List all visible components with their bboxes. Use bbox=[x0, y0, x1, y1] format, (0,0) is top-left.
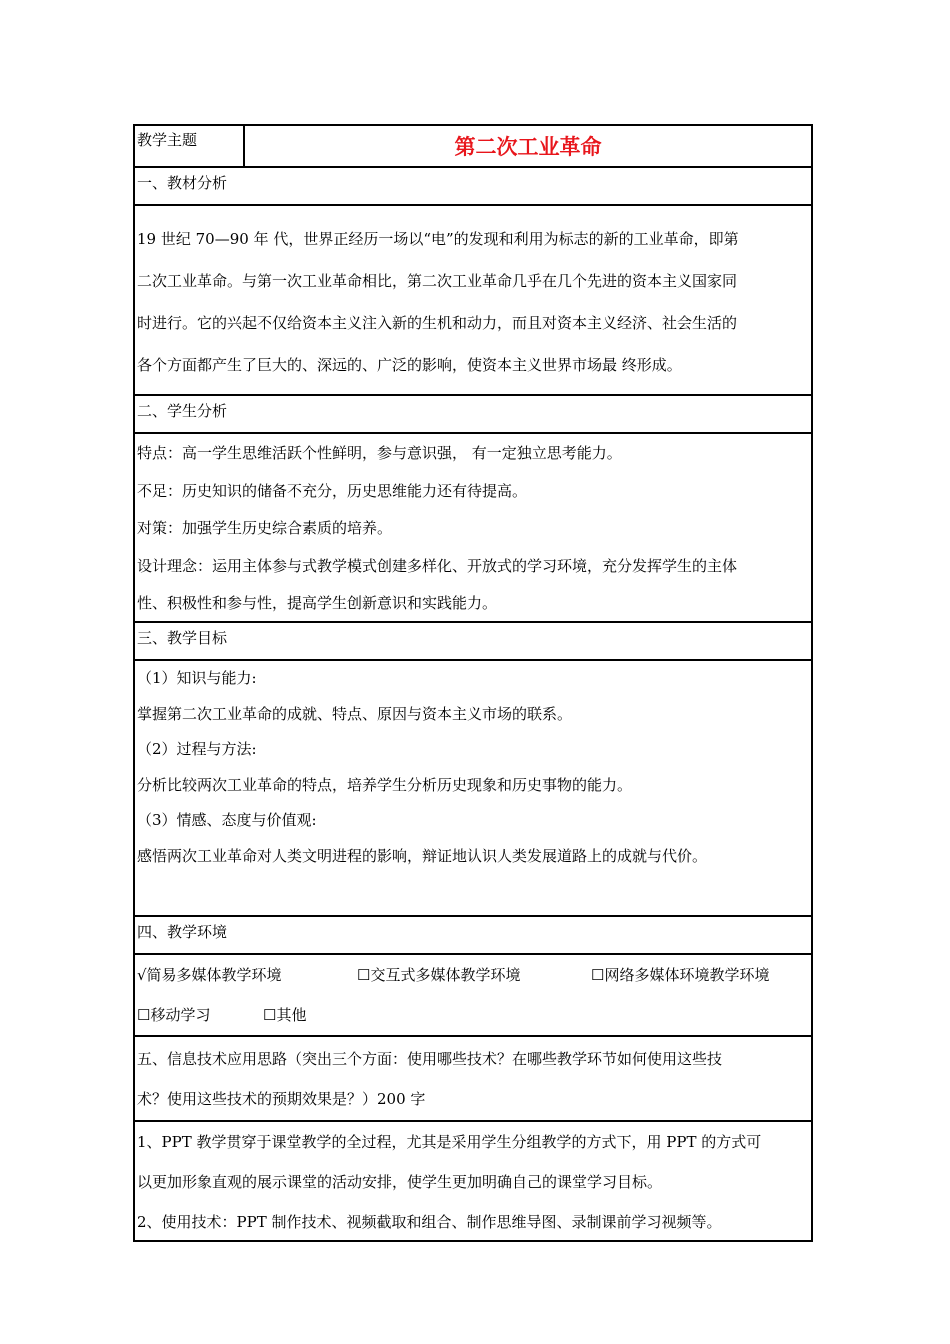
text-line: 对策：加强学生历史综合素质的培养。 bbox=[137, 519, 393, 537]
text-line: 特点：高一学生思维活跃个性鲜明，参与意识强， 有一定独立思考能力。 bbox=[137, 444, 622, 462]
topic-label: 教学主题 bbox=[135, 126, 245, 166]
text-line: 分析比较两次工业革命的特点，培养学生分析历史现象和历史事物的能力。 bbox=[137, 775, 633, 794]
checkbox-option: ☐移动学习 bbox=[137, 1006, 211, 1024]
text-line: 各个方面都产生了巨大的、深远的、广泛的影响，使资本主义世界市场最 终形成。 bbox=[137, 356, 682, 374]
checkbox-option: √简易多媒体教学环境 bbox=[137, 966, 282, 984]
checkbox-option: ☐网络多媒体环境教学环境 bbox=[591, 966, 770, 984]
text-line: （3）情感、态度与价值观: bbox=[137, 811, 317, 829]
text-line: 不足：历史知识的储备不充分，历史思维能力还有待提高。 bbox=[137, 481, 528, 500]
checkbox-option: ☐其他 bbox=[263, 1006, 307, 1024]
text-line: 五、信息技术应用思路（突出三个方面：使用哪些技术？在哪些教学环节如何使用这些技 bbox=[137, 1050, 723, 1068]
section-heading-student: 二、学生分析 bbox=[135, 396, 811, 434]
text-line: 术？使用这些技术的预期效果是？）200 字 bbox=[137, 1090, 426, 1108]
section-heading-environment: 四、教学环境 bbox=[135, 917, 811, 955]
section-heading-goals: 三、教学目标 bbox=[135, 623, 811, 661]
student-analysis-body bbox=[135, 434, 811, 623]
section-heading-material: 一、教材分析 bbox=[135, 168, 811, 206]
material-analysis-body bbox=[135, 206, 811, 396]
it-application-body bbox=[135, 1122, 811, 1240]
text-line: 性、积极性和参与性，提高学生创新意识和实践能力。 bbox=[137, 594, 498, 612]
text-line: 时进行。它的兴起不仅给资本主义注入新的生机和动力，而且对资本主义经济、社会生活的 bbox=[137, 314, 738, 332]
page-title: 第二次工业革命 bbox=[454, 134, 602, 159]
text-line: （1）知识与能力: bbox=[137, 669, 257, 687]
checkbox-option: ☐交互式多媒体教学环境 bbox=[357, 966, 521, 984]
text-line: 设计理念：运用主体参与式教学模式创建多样化、开放式的学习环境，充分发挥学生的主体 bbox=[137, 556, 738, 575]
text-line: 2、使用技术：PPT 制作技术、视频截取和组合、制作思维导图、录制课前学习视频等。 bbox=[137, 1213, 722, 1231]
environment-options-row bbox=[137, 955, 811, 995]
teaching-goals-body bbox=[135, 661, 811, 917]
environment-options-row bbox=[137, 995, 811, 1035]
text-line: 19 世纪 70—90 年 代，世界正经历一场以“电”的发现和利用为标志的新的工业革命，即第 bbox=[137, 230, 739, 248]
text-line: 1、PPT 教学贯穿于课堂教学的全过程，尤其是采用学生分组教学的方式下，用 PPT 的方式可 bbox=[137, 1133, 762, 1151]
text-line: 感悟两次工业革命对人类文明进程的影响，辩证地认识人类发展道路上的成就与代价。 bbox=[137, 846, 708, 865]
text-line: （2）过程与方法: bbox=[137, 740, 257, 758]
lesson-plan-table bbox=[133, 124, 813, 1242]
text-line: 二次工业革命。与第一次工业革命相比，第二次工业革命几乎在几个先进的资本主义国家同 bbox=[137, 272, 738, 290]
section-heading-it bbox=[135, 1037, 811, 1122]
text-line: 以更加形象直观的展示课堂的活动安排，使学生更加明确自己的课堂学习目标。 bbox=[137, 1173, 663, 1191]
title-row bbox=[135, 126, 811, 168]
text-line: 掌握第二次工业革命的成就、特点、原因与资本主义市场的联系。 bbox=[137, 704, 573, 723]
environment-options bbox=[135, 955, 811, 1037]
